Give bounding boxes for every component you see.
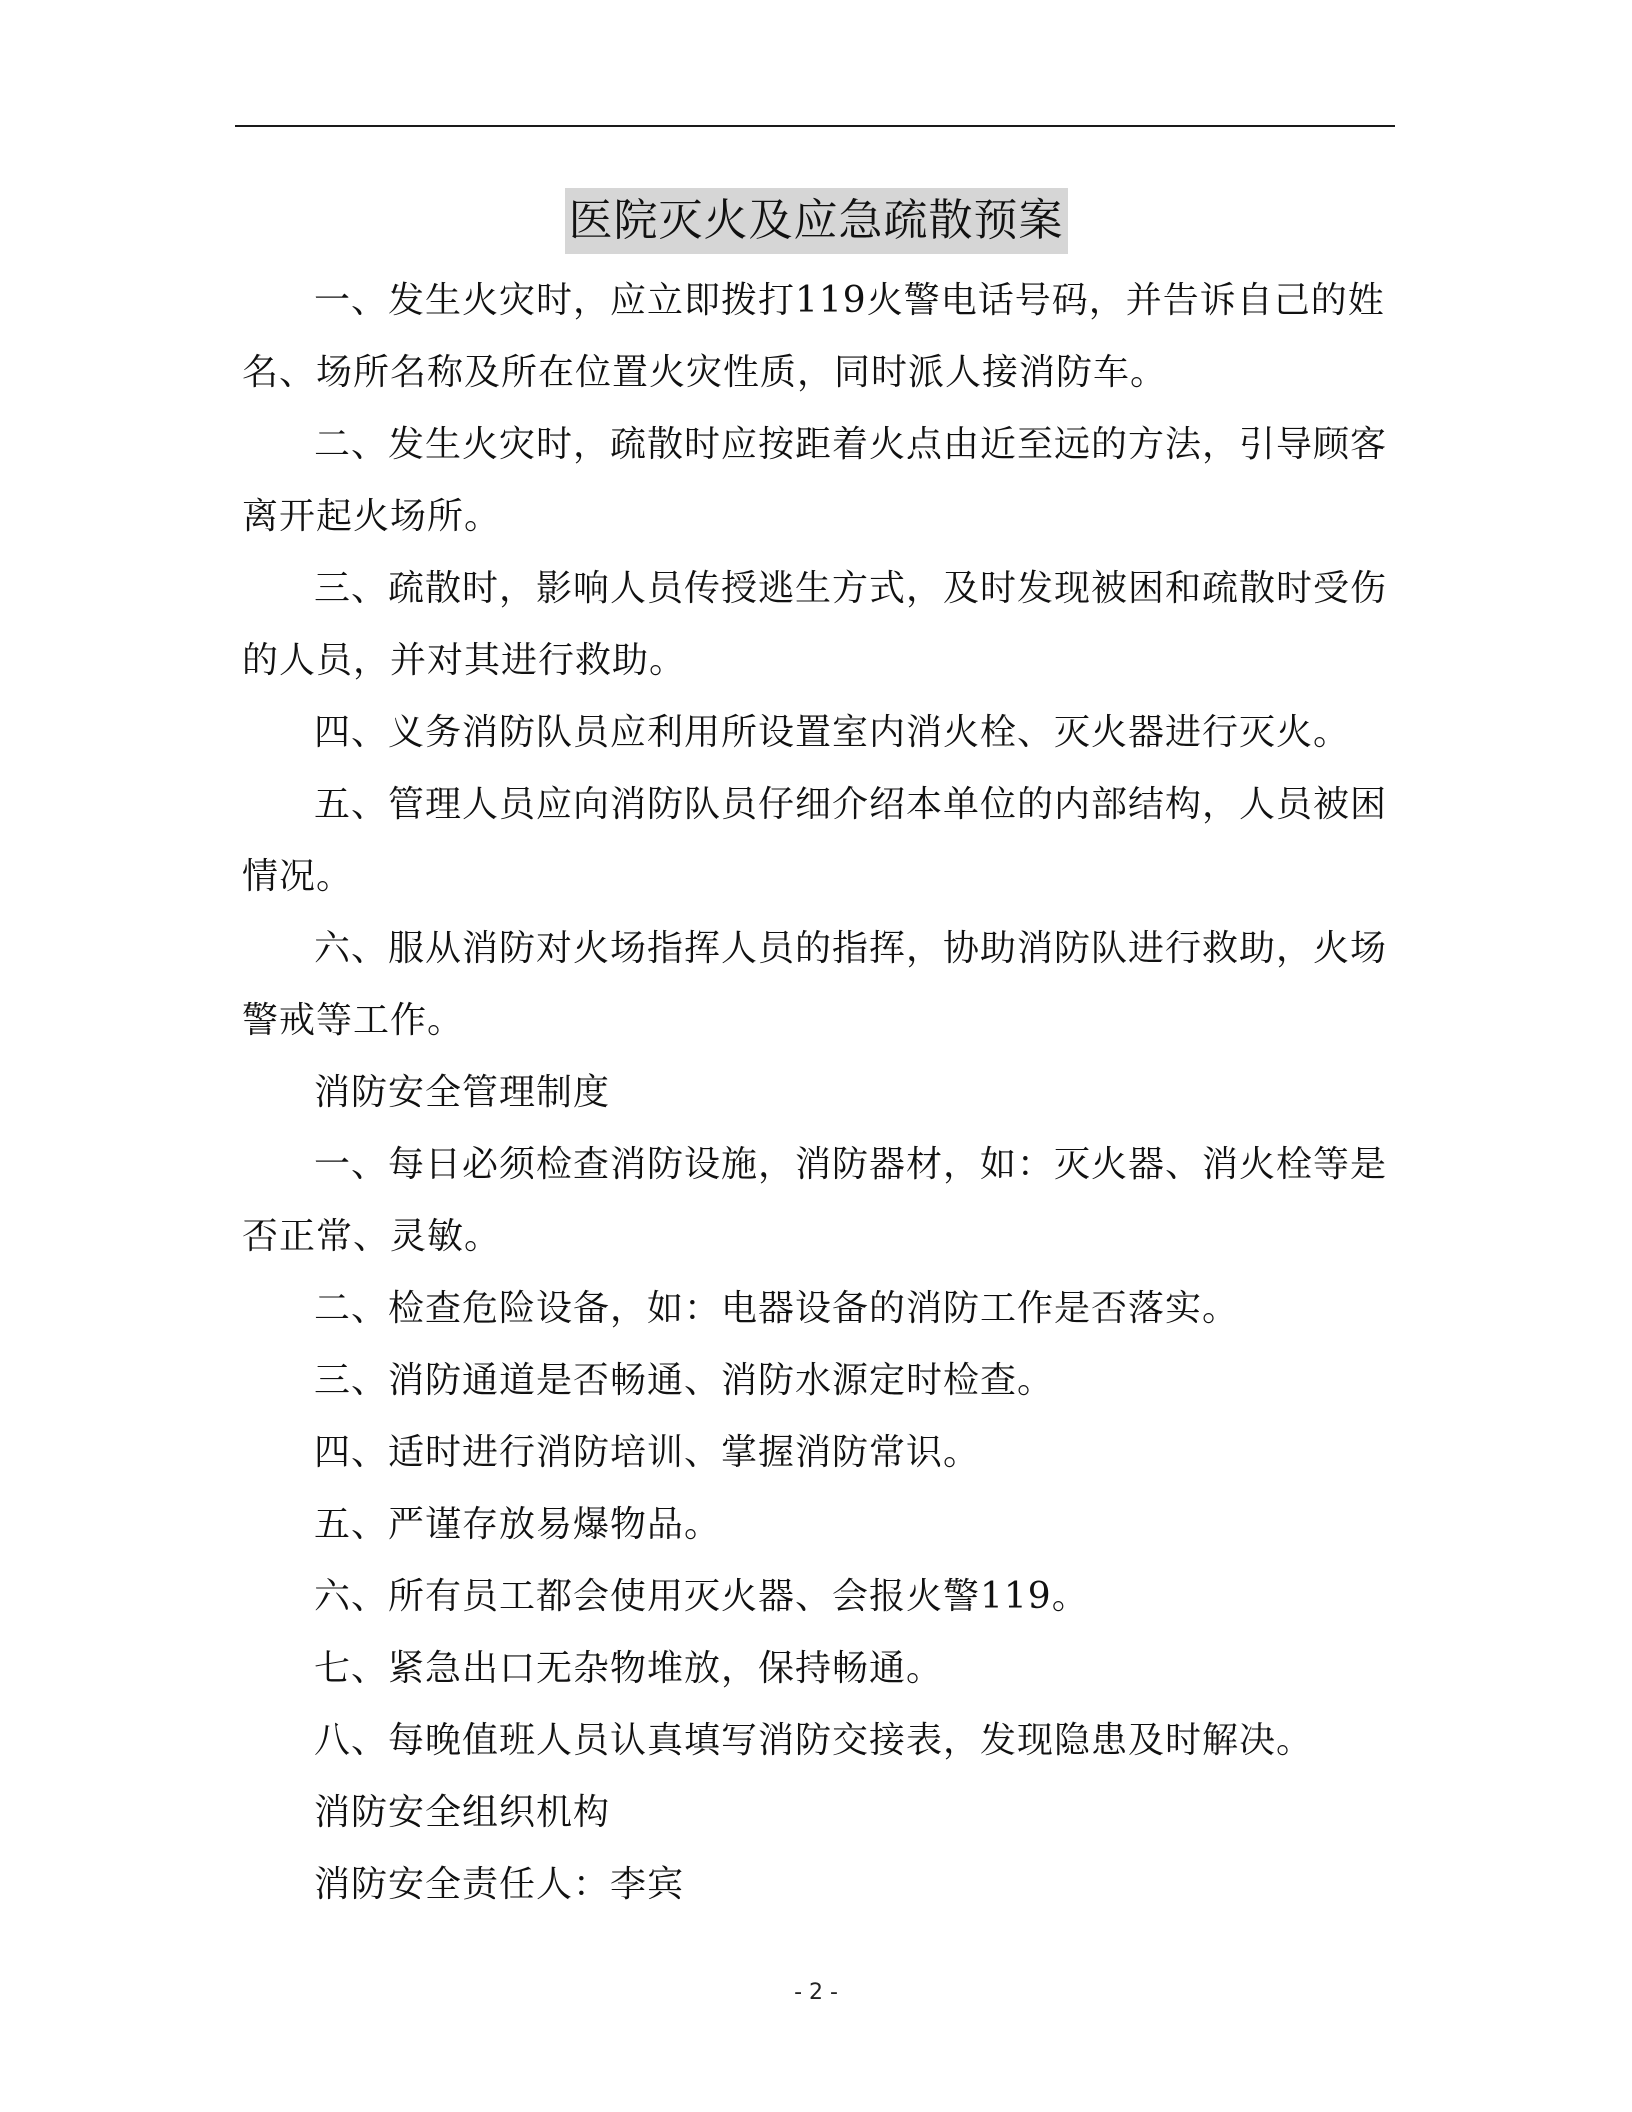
header-rule <box>235 125 1395 127</box>
document-body <box>242 265 1392 1921</box>
page-number: - 2 - <box>794 1980 838 2005</box>
paragraph: 三、消防通道是否畅通、消防水源定时检查。 <box>314 1360 1055 1401</box>
paragraph: 一、每日必须检查消防设施，消防器材，如：灭火器、消火栓等是否正常、灵敏。 <box>242 1144 1388 1257</box>
paragraph: 五、严谨存放易爆物品。 <box>314 1504 722 1545</box>
section-heading: 消防安全组织机构 <box>314 1792 611 1833</box>
paragraph: 六、服从消防对火场指挥人员的指挥，协助消防队进行救助，火场警戒等工作。 <box>242 928 1388 1041</box>
paragraph: 一、发生火灾时，应立即拨打119火警电话号码，并告诉自己的姓名、场所名称及所在位置火灾性质，同时派人接消防车。 <box>242 280 1385 393</box>
paragraph: 二、发生火灾时，疏散时应按距着火点由近至远的方法，引导顾客离开起火场所。 <box>242 424 1388 537</box>
paragraph: 消防安全责任人：李宾 <box>314 1864 685 1905</box>
paragraph: 四、适时进行消防培训、掌握消防常识。 <box>314 1432 981 1473</box>
paragraph: 六、所有员工都会使用灭火器、会报火警119。 <box>314 1576 1089 1617</box>
paragraph: 四、义务消防队员应利用所设置室内消火栓、灭火器进行灭火。 <box>314 712 1351 753</box>
paragraph: 三、疏散时，影响人员传授逃生方式，及时发现被困和疏散时受伤的人员，并对其进行救助。 <box>242 568 1388 681</box>
section-heading: 消防安全管理制度 <box>314 1072 611 1113</box>
paragraph: 二、检查危险设备，如：电器设备的消防工作是否落实。 <box>314 1288 1240 1329</box>
document-title: 医院灭火及应急疏散预案 <box>565 188 1068 254</box>
paragraph: 七、紧急出口无杂物堆放，保持畅通。 <box>314 1648 944 1689</box>
title-container <box>0 188 1632 254</box>
paragraph: 八、每晚值班人员认真填写消防交接表，发现隐患及时解决。 <box>314 1720 1314 1761</box>
paragraph: 五、管理人员应向消防队员仔细介绍本单位的内部结构，人员被困情况。 <box>242 784 1388 897</box>
